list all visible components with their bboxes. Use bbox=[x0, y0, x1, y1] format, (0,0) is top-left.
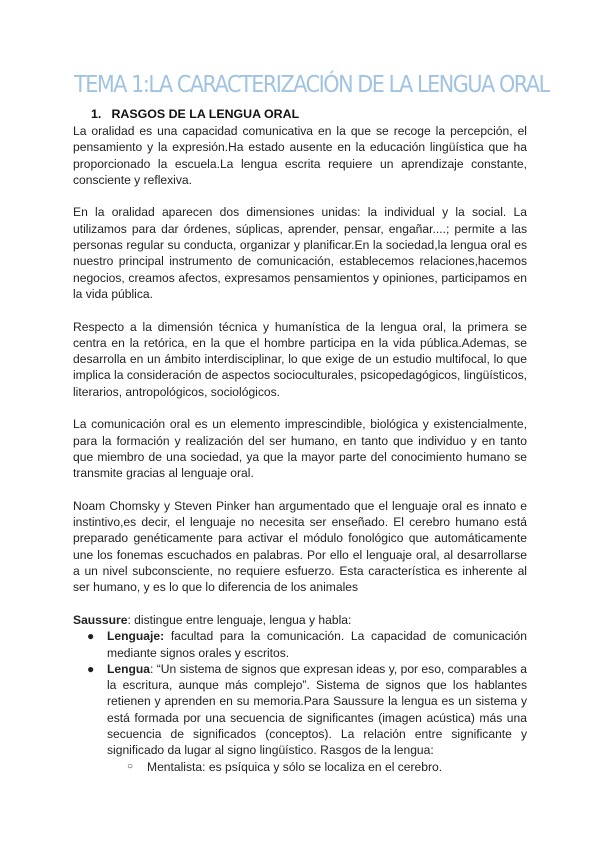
lengua-traits-list bbox=[107, 759, 527, 775]
definition-lenguaje: facultad para la comunicación. La capacidad de comunicación mediante signos orales y escritos. bbox=[107, 629, 527, 660]
saussure-intro-text: : distingue entre lenguaje, lengua y habla: bbox=[127, 612, 352, 627]
saussure-list bbox=[73, 628, 527, 775]
sub-list-item bbox=[107, 759, 527, 775]
paragraph: La comunicación oral es un elemento imprescindible, biológica y existencialmente, para la formación y realización del ser humano, en tanto que individuo y en tanto que miembro de una sociedad, ya que la mayor parte del conocimiento humano se transmite gracias al lenguaje oral. bbox=[73, 417, 527, 481]
list-item-lengua bbox=[73, 661, 527, 775]
list-item-lenguaje bbox=[73, 628, 527, 661]
page-title: TEMA 1:LA CARACTERIZACIÓN DE LA LENGUA ORAL bbox=[74, 72, 549, 98]
term-lenguaje: Lenguaje: bbox=[107, 629, 165, 644]
section-number: 1. bbox=[91, 107, 102, 121]
bullet-icon: ● bbox=[87, 661, 95, 676]
paragraph: En la oralidad aparecen dos dimensiones unidas: la individual y la social. La utilizamos para dar órdenes, súplicas, aprender, pensar, engañar....; permite a las personas regular su conducta, organizar y planificar.En la sociedad,la lengua oral es nuestro principal instrumento de comunicación, establecemos relaciones,hacemos negocios, creamos afectos, expresamos pensamientos y opiniones, participamos en la vida pública. bbox=[73, 205, 527, 301]
saussure-intro bbox=[73, 612, 527, 628]
trait-mentalista: Mentalista: es psíquica y sólo se localiza en el cerebro. bbox=[147, 759, 443, 774]
term-lengua: Lengua bbox=[107, 661, 151, 676]
definition-lengua: : “Un sistema de signos que expresan ideas y, por eso, comparables a la escritura, aunque más complejo”. Sistema de signos que los hablantes retienen y aprenden en su memoria.Para Saussure la lengua es un sistema y está formada por una secuencia de significantes (imagen acústica) más una secuencia de significados (conceptos). La relación entre significante y significado da lugar al signo lingüístico. Rasgos de la lengua: bbox=[107, 661, 527, 758]
paragraph: Respecto a la dimensión técnica y humanística de la lengua oral, la primera se centra en la retórica, en la que el hombre participa en la vida pública.Ademas, se desarrolla en un ámbito interdisciplinar, lo que exige de un estudio multifocal, lo que implica la consideración de aspectos socioculturales, psicopedagógicos, lingüísticos, literarios, antropológicos, sociológicos. bbox=[73, 319, 527, 399]
section-heading-text: RASGOS DE LA LENGUA ORAL bbox=[111, 107, 300, 121]
paragraph: Noam Chomsky y Steven Pinker han argumentado que el lenguaje oral es innato e instintivo,es decir, el lenguaje no necesita ser enseñado. El cerebro humano está preparado genéticamente para activar el módulo fonológico que automáticamente une los fonemas escuchados en palabras. Por ello el lenguaje oral, al desarrollarse a un nivel subconsciente, no requiere esfuerzo. Esta característica es inherente al ser humano, y es lo que lo diferencia de los animales bbox=[73, 498, 527, 595]
hollow-bullet-icon: ○ bbox=[127, 760, 134, 772]
document-body bbox=[73, 123, 527, 775]
saussure-name: Saussure bbox=[73, 612, 128, 627]
section-heading bbox=[91, 107, 299, 121]
paragraph: La oralidad es una capacidad comunicativa en la que se recoge la percepción, el pensamiento y la expresión.Ha estado ausente en la educación lingüística que ha proporcionado la escuela.La lengua escrita requiere un aprendizaje constante, consciente y reflexiva. bbox=[73, 124, 527, 187]
bullet-icon: ● bbox=[87, 629, 95, 644]
